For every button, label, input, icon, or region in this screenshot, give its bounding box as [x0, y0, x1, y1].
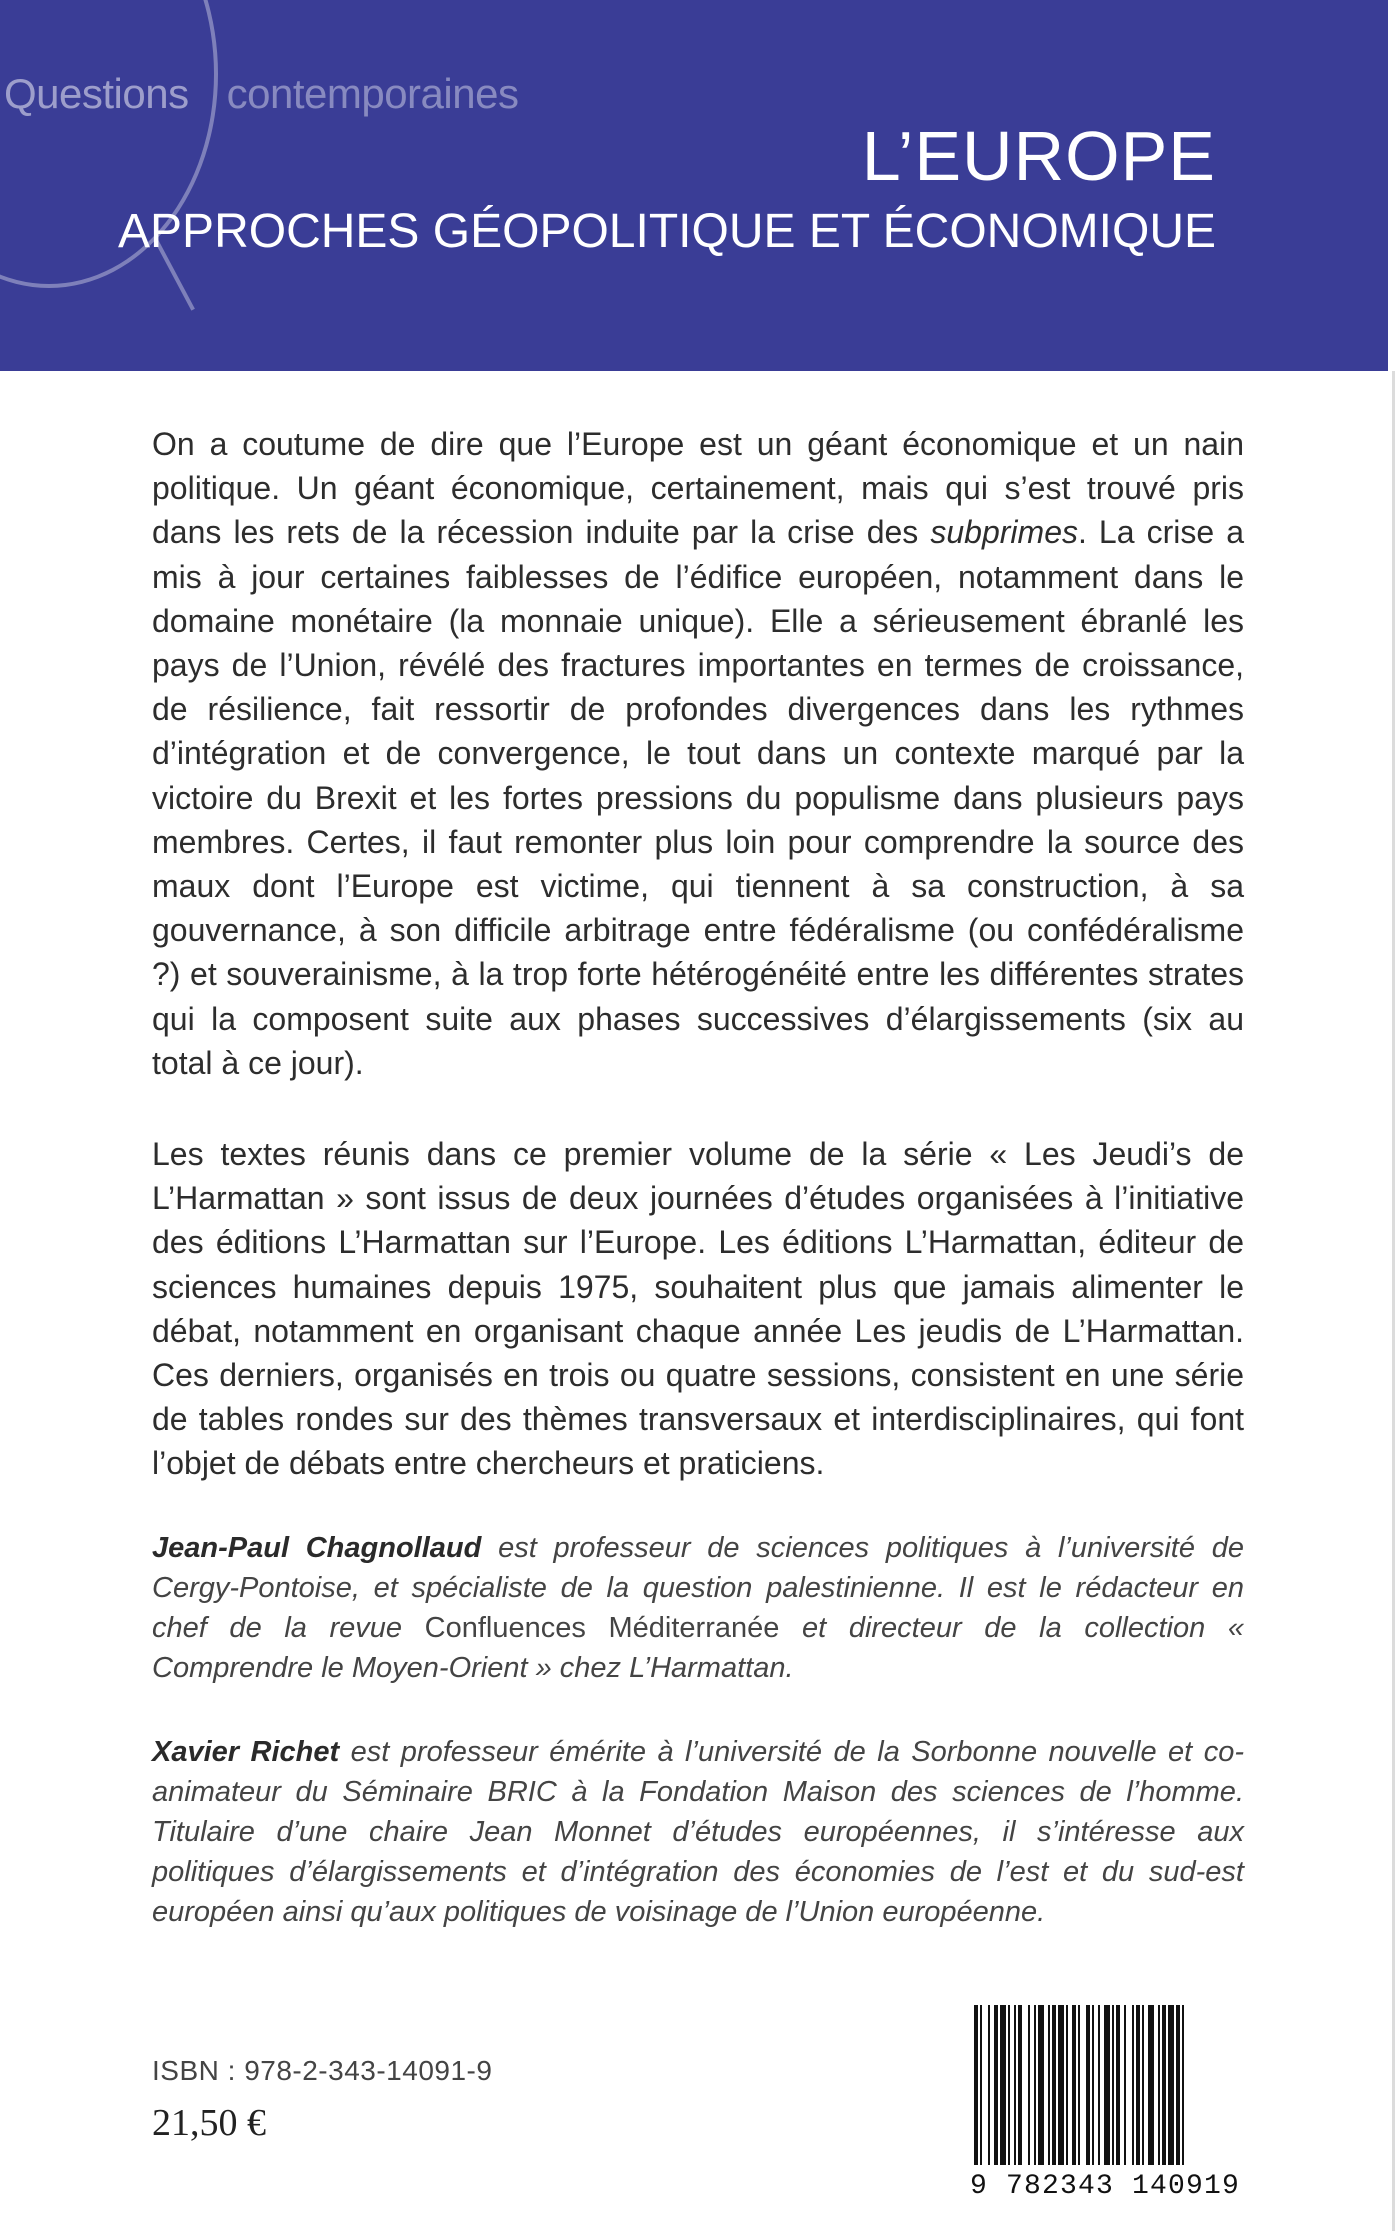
barcode-bar [1104, 2005, 1110, 2165]
barcode-bar [1072, 2005, 1076, 2165]
barcode-bar [1038, 2005, 1044, 2165]
barcode-bar [1058, 2005, 1064, 2165]
author-1-bio-b: et directeur de la collection « Comprendre le Moyen-Orient » chez L’Harmattan. [152, 1611, 1244, 1684]
barcode-bar [980, 2005, 982, 2165]
barcode-bar [1034, 2005, 1036, 2165]
author-2-name: Xavier Richet [152, 1735, 340, 1768]
summary-paragraph-2: Les textes réunis dans ce premier volume de la série « Les Jeudi’s de L’Harmattan » sont issus de deux journées d’études organisées à l’initiative des éditions L’Harmattan sur l’Europe. Les éditions L’Harmattan, éditeur de sciences humaines depuis 1975, souhaitent plus que jamais alimenter le débat, notamment en organisant chaque année Les jeudis de L’Harmattan. Ces derniers, organisés en trois ou quatre sessions, consistent en une série de tables rondes sur des thèmes transversaux et interdisciplinaires, qui font l’objet de débats entre chercheurs et praticiens. [152, 1136, 1244, 1482]
isbn: ISBN : 978-2-343-14091-9 [152, 2055, 493, 2086]
barcode-bar [1018, 2005, 1022, 2165]
barcode-bar [1176, 2005, 1180, 2165]
barcode-bar [1014, 2005, 1016, 2165]
price: 21,50 € [152, 2102, 266, 2144]
barcode-digits: 9 782343 140919 [970, 2171, 1241, 2202]
barcode-bar [1132, 2005, 1134, 2165]
barcode-bar [1112, 2005, 1114, 2165]
barcode-bar [974, 2005, 978, 2165]
cover-header-band [0, 0, 1388, 371]
barcode-bar [1162, 2005, 1166, 2165]
barcode-bar [1136, 2005, 1140, 2165]
edge-line [1392, 371, 1395, 2231]
barcode-bar [988, 2005, 990, 2165]
back-cover-text [152, 422, 1244, 1932]
barcode-bar [994, 2005, 998, 2165]
barcode-bar [1008, 2005, 1010, 2165]
barcode-bar [1086, 2005, 1090, 2165]
book-subtitle: APPROCHES GÉOPOLITIQUE ET ÉCONOMIQUE [118, 205, 1216, 258]
barcode-bar [1000, 2005, 1006, 2165]
author-1-bio-a: est professeur de sciences politiques à l’université de Cergy-Pontoise, et spécialiste de la question palestinienne. Il est le rédacteur en chef de la revue [152, 1531, 1244, 1644]
barcode-bar [1078, 2005, 1080, 2165]
author-1-journal: Confluences Méditerranée [424, 1611, 780, 1644]
barcode-bar [1168, 2005, 1174, 2165]
spacer [152, 1688, 1244, 1732]
barcode-bar [1028, 2005, 1030, 2165]
summary-paragraph-1 [152, 422, 1244, 1085]
price-block [152, 2055, 492, 2145]
barcode-bar [1048, 2005, 1050, 2165]
author-bio-2 [152, 1732, 1244, 1932]
barcode-bar [1116, 2005, 1120, 2165]
series-word-2: contemporaines [226, 70, 519, 117]
barcode [970, 2003, 1241, 2203]
page-right-edge [1388, 0, 1400, 2229]
author-2-bio: est professeur émérite à l’université de la Sorbonne nouvelle et co-animateur du Séminaire BRIC à la Fondation Maison des sciences de l’homme. Titulaire d’une chaire Jean Monnet d’études européennes, il s’intéresse aux politiques d’élargissements et d’intégration des économies de l’est et du sud-est européen ainsi qu’aux politiques de voisinage de l’Union européenne. [152, 1735, 1244, 1928]
book-title: L’EUROPE [861, 117, 1216, 195]
barcode-bar [1098, 2005, 1100, 2165]
author-1-name: Jean-Paul Chagnollaud [152, 1531, 482, 1564]
barcode-bars [970, 2003, 1235, 2168]
barcode-bar [1092, 2005, 1094, 2165]
barcode-bar [1124, 2005, 1126, 2165]
summary-p1-start: On a coutume de dire que l’Europe est un géant économique et un nain politique. Un géant économique, certainement, mais qui s’est trouvé pris dans les rets de la récession induite par la crise des [152, 426, 1244, 551]
series-word-1: Questions [4, 70, 189, 117]
barcode-bar [1052, 2005, 1056, 2165]
series-name [4, 70, 518, 118]
summary-p1-end: . La crise a mis à jour certaines faiblesses de l’édifice européen, notamment dans le domaine monétaire (la monnaie unique). Elle a sérieusement ébranlé les pays de l’Union, révélé des fractures importantes en termes de croissance, de résilience, fait ressortir de profondes divergences dans les rythmes d’intégration et de convergence, le tout dans un contexte marqué par la victoire du Brexit et les fortes pressions du populisme dans plusieurs pays membres. Certes, il faut remonter plus loin pour comprendre la source des maux dont l’Europe est victime, qui tiennent à sa construction, à sa gouvernance, à son difficile arbitrage entre fédéralisme (ou confédéralisme ?) et souverainisme, à la trop forte hétérogénéité entre les différentes strates qui la composent suite aux phases successives d’élargissements (six au total à ce jour). [152, 514, 1245, 1081]
spacer [152, 1486, 1244, 1528]
barcode-bar [1182, 2005, 1184, 2165]
barcode-bar [1158, 2005, 1160, 2165]
summary-p1-italic: subprimes [930, 514, 1078, 551]
author-bio-1 [152, 1528, 1244, 1688]
barcode-bar [1148, 2005, 1154, 2165]
barcode-bar [1142, 2005, 1144, 2165]
barcode-bar [1066, 2005, 1068, 2165]
